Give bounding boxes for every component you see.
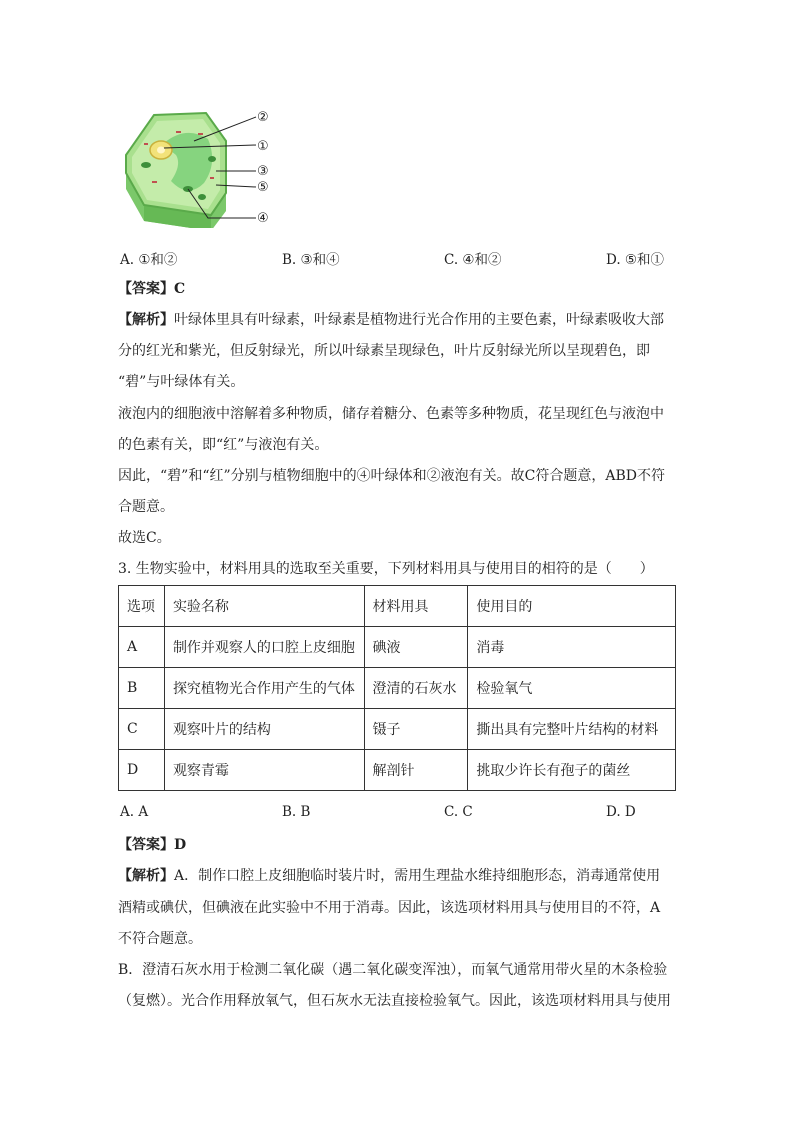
q3-table xyxy=(118,585,676,791)
plant-cell-figure xyxy=(116,103,286,228)
table-cell: 检验氧气 xyxy=(468,668,676,709)
q2-analysis-line-7: 合题意。 xyxy=(118,499,174,515)
mitochondrion xyxy=(210,177,214,179)
table-cell: 碘液 xyxy=(364,627,468,668)
table-cell: D xyxy=(119,750,165,791)
q2-analysis-line-4: 液泡内的细胞液中溶解着多种物质，储存着糖分、色素等多种物质，花呈现红色与液泡中 xyxy=(118,406,664,422)
q2-analysis-line-2: 分的红光和紫光，但反射绿光，所以叶绿素呈现绿色，叶片反射绿光所以呈现碧色，即 xyxy=(118,343,650,359)
label-3: ③ xyxy=(257,164,269,179)
analysis-text: 叶绿体里具有叶绿素，叶绿素是植物进行光合作用的主要色素，叶绿素吸收大部 xyxy=(174,312,664,328)
q2-option-c: C. ④和② xyxy=(444,252,502,268)
table-cell: 探究植物光合作用产生的气体 xyxy=(164,668,364,709)
table-row xyxy=(119,750,676,791)
table-cell: 镊子 xyxy=(364,709,468,750)
table-header-row xyxy=(119,586,676,627)
label-4: ④ xyxy=(257,211,269,226)
table-row xyxy=(119,627,676,668)
mitochondrion xyxy=(198,133,203,135)
q3-option-d: D. D xyxy=(606,804,636,820)
label-5: ⑤ xyxy=(257,180,269,195)
q3-analysis-line-3: 不符合题意。 xyxy=(118,931,202,947)
q3-answer: 【答案】D xyxy=(118,837,187,853)
q3-stem: 3. 生物实验中，材料用具的选取至关重要，下列材料用具与使用目的相符的是（ ） xyxy=(118,561,654,577)
q3-analysis-line-2: 酒精或碘伏，但碘液在此实验中不用于消毒。因此，该选项材料用具与使用目的不符，A xyxy=(118,900,661,916)
table-cell: 解剖针 xyxy=(364,750,468,791)
table-cell: B xyxy=(119,668,165,709)
q2-options xyxy=(120,248,680,268)
table-cell: 观察叶片的结构 xyxy=(164,709,364,750)
table-header-cell: 实验名称 xyxy=(164,586,364,627)
q2-answer: 【答案】C xyxy=(118,281,186,297)
table-row xyxy=(119,668,676,709)
q2-analysis-line-3: “碧”与叶绿体有关。 xyxy=(118,374,245,390)
table-cell: 制作并观察人的口腔上皮细胞 xyxy=(164,627,364,668)
table-row xyxy=(119,709,676,750)
mitochondrion xyxy=(144,143,148,145)
chloroplast xyxy=(141,162,151,168)
table-cell: A xyxy=(119,627,165,668)
q3-options xyxy=(120,804,680,824)
table-cell: 消毒 xyxy=(468,627,676,668)
q3-analysis-line-1 xyxy=(118,866,660,886)
table-cell: 澄清的石灰水 xyxy=(364,668,468,709)
analysis-tag: 【解析】 xyxy=(118,312,174,328)
mitochondrion xyxy=(152,181,157,183)
plant-cell-diagram xyxy=(116,103,286,228)
label-1: ① xyxy=(257,139,269,154)
table-header-cell: 使用目的 xyxy=(468,586,676,627)
q3-option-b: B. B xyxy=(282,804,311,820)
table-header-cell: 材料用具 xyxy=(364,586,468,627)
q2-option-a: A. ①和② xyxy=(120,252,178,268)
q3-analysis-line-5: （复燃）。光合作用释放氧气，但石灰水无法直接检验氧气。因此，该选项材料用具与使用 xyxy=(118,993,671,1009)
q2-analysis-line-6: 因此，“碧”和“红”分别与植物细胞中的④叶绿体和②液泡有关。故C符合题意，ABD不符 xyxy=(118,468,665,484)
q2-option-d: D. ⑤和① xyxy=(606,252,665,268)
table-cell: 观察青霉 xyxy=(164,750,364,791)
q2-option-b: B. ③和④ xyxy=(282,252,340,268)
q2-analysis-line-8: 故选C。 xyxy=(118,530,171,546)
table-header-cell: 选项 xyxy=(119,586,165,627)
chloroplast xyxy=(198,194,206,200)
table-cell: 撕出具有完整叶片结构的材料 xyxy=(468,709,676,750)
q2-analysis-line-1 xyxy=(118,310,664,330)
label-2: ② xyxy=(257,110,269,125)
q3-option-c: C. C xyxy=(444,804,473,820)
table-cell: C xyxy=(119,709,165,750)
table-cell: 挑取少许长有孢子的菌丝 xyxy=(468,750,676,791)
q2-analysis-line-5: 的色素有关，即“红”与液泡有关。 xyxy=(118,437,329,453)
chloroplast xyxy=(208,156,216,162)
q3-option-a: A. A xyxy=(120,804,149,820)
analysis-tag: 【解析】 xyxy=(118,868,174,884)
mitochondrion xyxy=(176,131,181,133)
analysis-text: A．制作口腔上皮细胞临时装片时，需用生理盐水维持细胞形态，消毒通常使用 xyxy=(174,868,661,884)
q3-analysis-line-4: B．澄清石灰水用于检测二氧化碳（遇二氧化碳变浑浊），而氧气通常用带火星的木条检验 xyxy=(118,962,668,978)
nucleolus xyxy=(157,147,165,154)
